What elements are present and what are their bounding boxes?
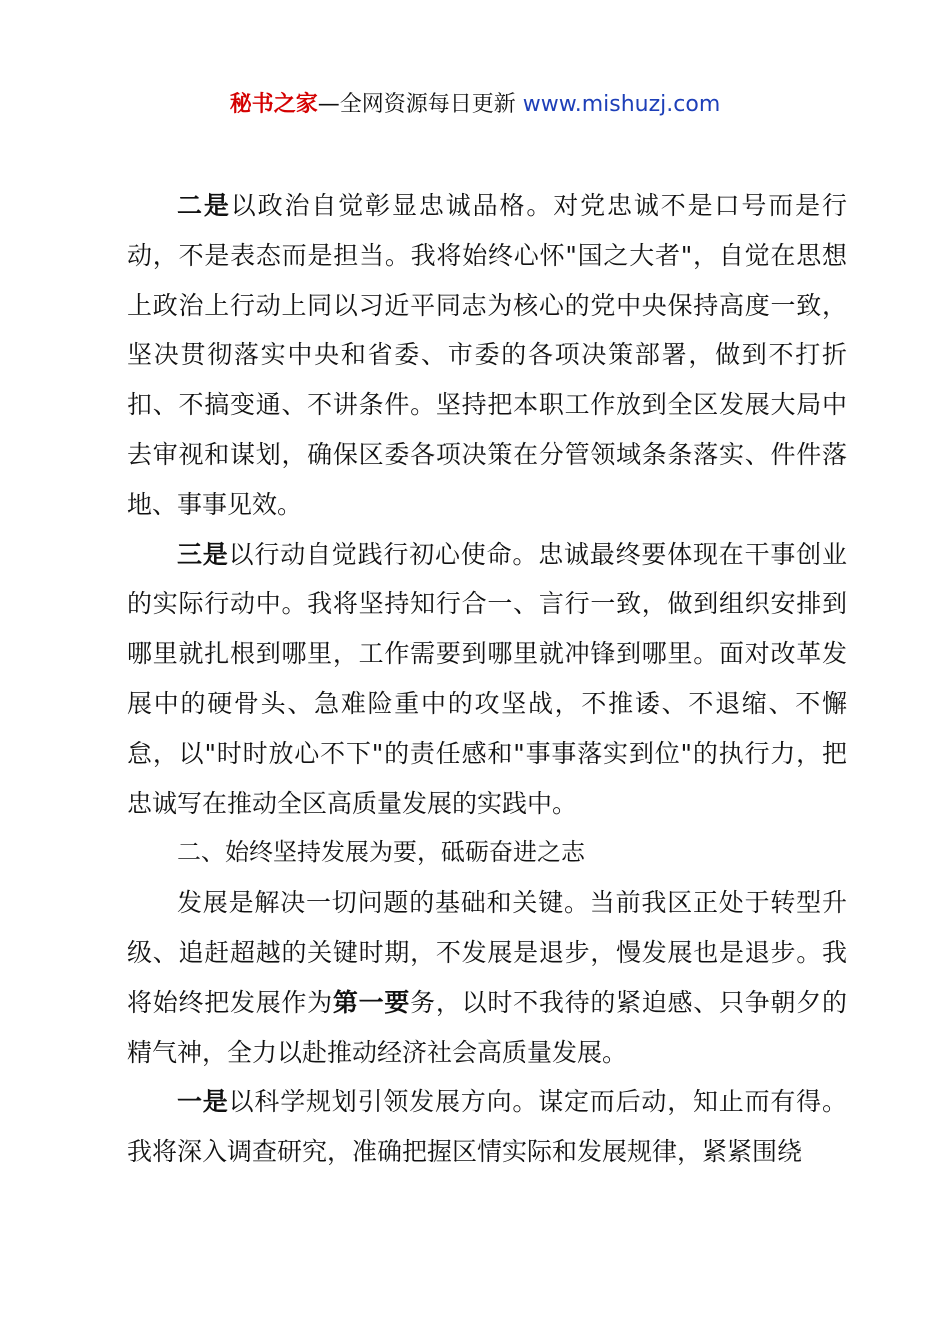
site-url-link[interactable]: www.mishuzj.com <box>522 92 721 117</box>
section-heading: 二、始终坚持发展为要，砥砺奋进之志 <box>177 838 585 867</box>
paragraph-lead: 三是 <box>177 539 229 569</box>
brand-name: 秘书之家 <box>229 92 318 117</box>
header-tagline: —全网资源每日更新 <box>317 92 516 117</box>
paragraph-lead: 一是 <box>177 1087 229 1117</box>
paragraph-text: 以行动自觉践行初心使命。忠诚最终要体现在干事创业的实际行动中。我将坚持知行合一、言行一致，做到组织安排到哪里就扎根到哪里，工作需要到哪里就冲锋到哪里。面对改革发展中的硬骨头、急难险重中的攻坚战，不推诿、不退缩、不懈怠，以"时时放心不下"的责任感和"事事落实到位"的执行力，把忠诚写在推动全区高质量发展的实践中。 <box>127 539 847 818</box>
emphasis-text: 第一要 <box>332 987 411 1017</box>
paragraph-lead: 二是 <box>177 191 231 220</box>
paragraph-text: 以政治自觉彰显忠诚品格。对党忠诚不是口号而是行动，不是表态而是担当。我将始终心怀"国之大者"，自觉在思想上政治上行动上同以习近平同志为核心的党中央保持高度一致，坚决贯彻落实中央和省委、市委的各项决策部署，做到不打折扣、不搞变通、不讲条件。坚持把本职工作放到全区发展大局中去审视和谋划，确保区委各项决策在分管领域条条落实、件件落地、事事见效。 <box>127 191 847 519</box>
document-body <box>127 181 847 1177</box>
paragraph-planning <box>127 1077 847 1177</box>
paragraph-text: 以科学规划引领发展方向。谋定而后动，知止而有得。我将深入调查研究，准确把握区情实际和发展规律，紧紧围绕 <box>127 1087 847 1167</box>
paragraph-text: 发展是解决一切问题的基础和关键。当前我区正处于转型升级、追赶超越的关键时期，不发展是退步，慢发展也是退步。我将始终把发展作为 <box>127 888 847 1017</box>
paragraph-text: 务，以时不我待的紧迫感、只争朝夕的精气神，全力以赴推动经济社会高质量发展。 <box>127 987 847 1067</box>
paragraph-loyalty-politics <box>127 181 847 530</box>
paragraph-loyalty-action <box>127 530 847 829</box>
site-header <box>0 88 950 122</box>
paragraph-development-intro <box>127 878 847 1077</box>
